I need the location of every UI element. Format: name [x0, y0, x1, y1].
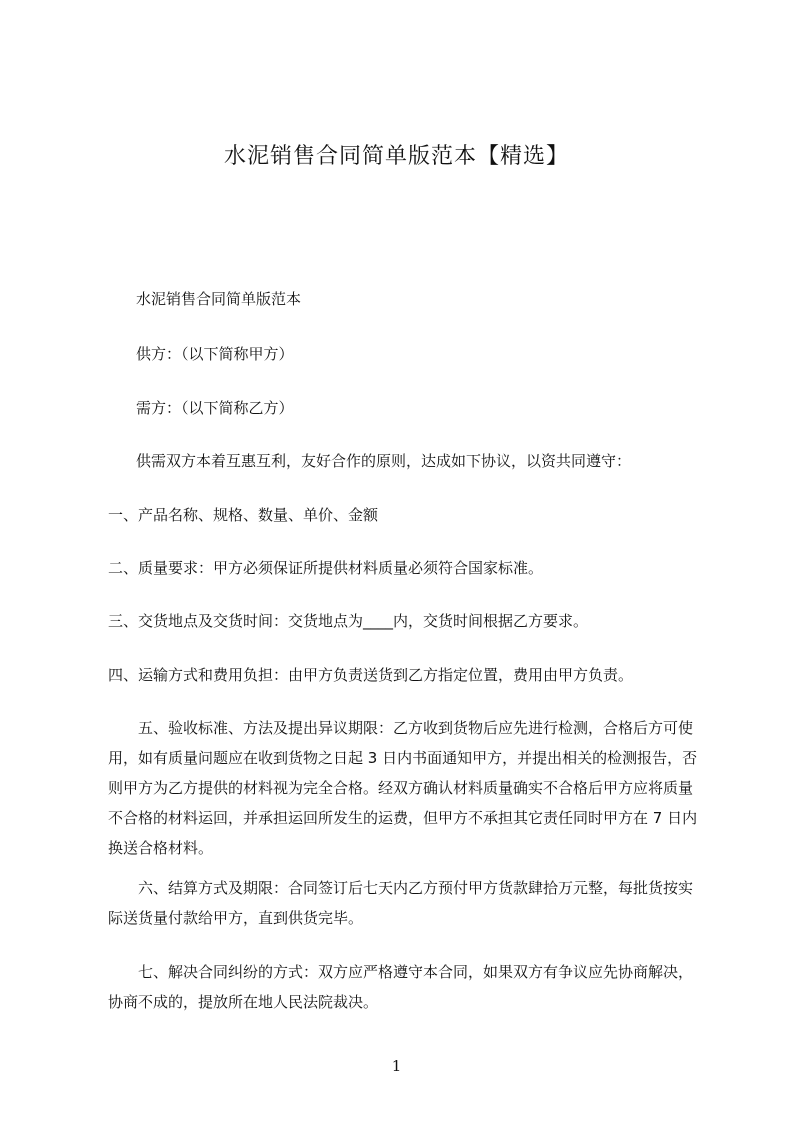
page-number: 1 — [391, 1057, 402, 1075]
contract-subtitle: 水泥销售合同简单版范本 — [136, 290, 302, 308]
clause-7-disputes: 七、解决合同纠纷的方式：双方应严格遵守本合同，如果双方有争议应先协商解决，协商不成的，提放所在地人民法院裁决。 — [108, 963, 694, 1011]
clause-5-acceptance: 五、验收标准、方法及提出异议期限：乙方收到货物后应先进行检测，合格后方可使用，如有质量问题应在收到货物之日起 3 日内书面通知甲方，并提出相关的检测报告，否则甲方为乙方提供的材料视为完全合格。经双方确认材料质量确实不合格后甲方应将质量不合格的材料运回，并承担运回所发生的运费，但甲方不承担其它责任同时甲方在 7 日内换送合格材料。 — [108, 719, 698, 857]
preamble-paragraph: 供需双方本着互惠互利，友好合作的原则，达成如下协议，以资共同遵守： — [136, 452, 632, 470]
clause-6-settlement: 六、结算方式及期限：合同签订后七天内乙方预付甲方货款肆拾万元整，每批货按实际送货量付款给甲方，直到供货完毕。 — [108, 879, 694, 927]
clause-1-product: 一、产品名称、规格、数量、单价、金额 — [108, 506, 379, 524]
document-title: 水泥销售合同简单版范本【精选】 — [223, 144, 569, 169]
buyer-line: 需方：（以下简称乙方） — [136, 399, 294, 417]
clause-3-delivery: 三、交货地点及交货时间：交货地点为____内，交货时间根据乙方要求。 — [108, 612, 589, 630]
clause-4-transport: 四、运输方式和费用负担：由甲方负责送货到乙方指定位置，费用由甲方负责。 — [108, 666, 634, 684]
clause-2-quality: 二、质量要求：甲方必须保证所提供材料质量必须符合国家标准。 — [108, 559, 544, 577]
supplier-line: 供方：（以下简称甲方） — [136, 345, 294, 363]
